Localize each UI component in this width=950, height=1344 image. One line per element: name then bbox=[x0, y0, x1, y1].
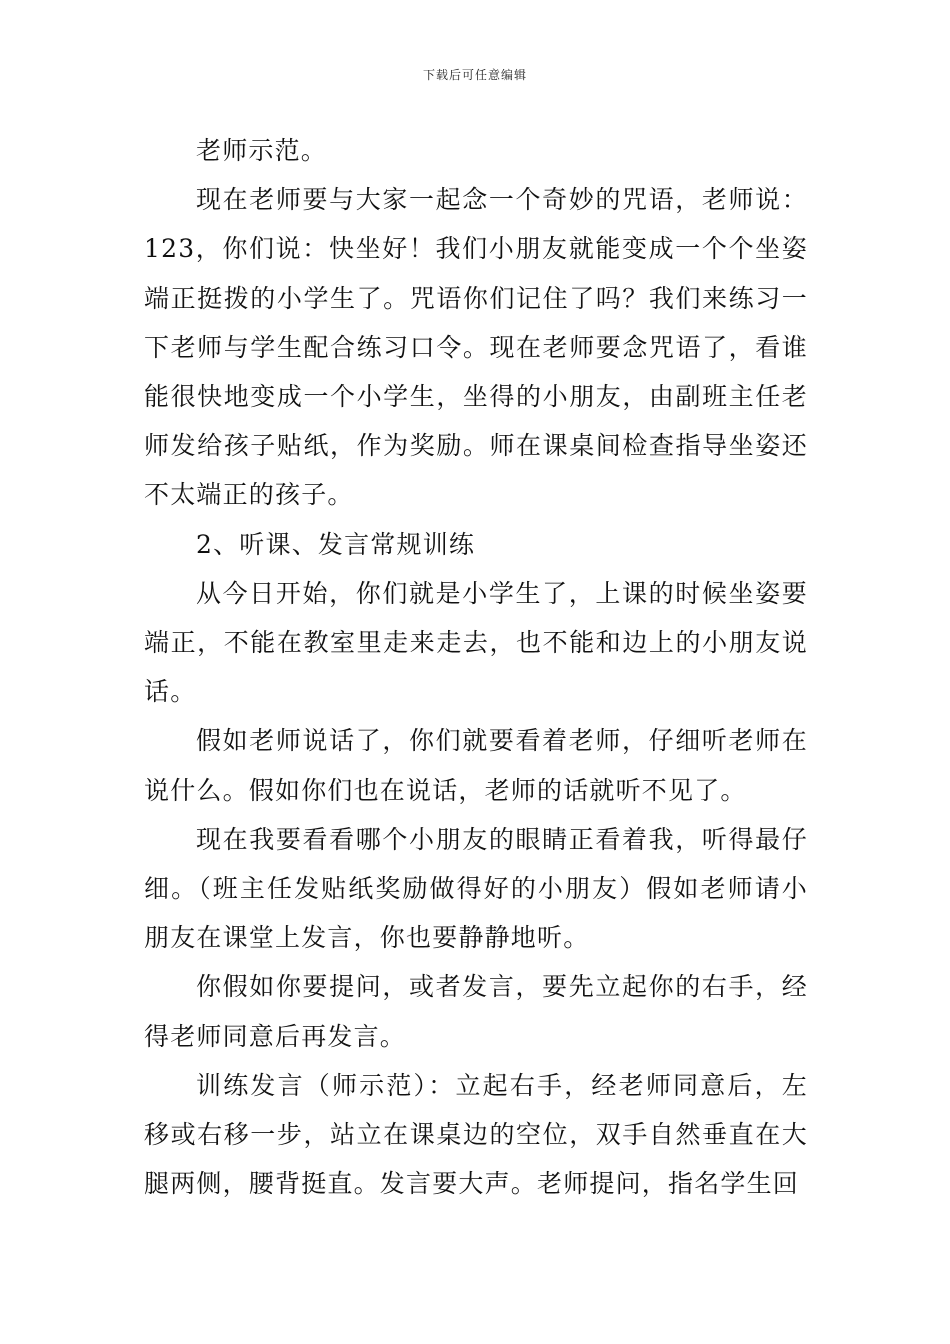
paragraph: 训练发言（师示范）：立起右手，经老师同意后，左移或右移一步，站立在课桌边的空位，双手自然垂直在大腿两侧，腰背挺直。发言要大声。老师提问，指名学生回 bbox=[144, 1070, 808, 1199]
paragraph: 你假如你要提问，或者发言，要先立起你的右手，经得老师同意后再发言。 bbox=[144, 972, 808, 1051]
paragraph: 假如老师说话了，你们就要看着老师，仔细听老师在说什么。假如你们也在说话，老师的话就听不见了。 bbox=[144, 726, 808, 805]
paragraph: 从今日开始，你们就是小学生了，上课的时候坐姿要端正，不能在教室里走来走去，也不能和边上的小朋友说话。 bbox=[144, 578, 808, 707]
document-body bbox=[144, 126, 808, 1208]
page-header: 下载后可任意编辑 bbox=[422, 68, 527, 82]
paragraph: 现在我要看看哪个小朋友的眼睛正看着我，听得最仔细。（班主任发贴纸奖励做得好的小朋友）假如老师请小朋友在课堂上发言，你也要静静地听。 bbox=[144, 824, 808, 953]
paragraph: 现在老师要与大家一起念一个奇妙的咒语，老师说：123，你们说：快坐好！我们小朋友就能变成一个个坐姿端正挺拨的小学生了。咒语你们记住了吗？我们来练习一下老师与学生配合练习口令。现在老师要念咒语了，看谁能很快地变成一个小学生，坐得的小朋友，由副班主任老师发给孩子贴纸，作为奖励。师在课桌间检查指导坐姿还不太端正的孩子。 bbox=[144, 185, 808, 510]
section-heading: 2、听课、发言常规训练 bbox=[196, 529, 476, 559]
paragraph: 老师示范。 bbox=[196, 136, 328, 165]
